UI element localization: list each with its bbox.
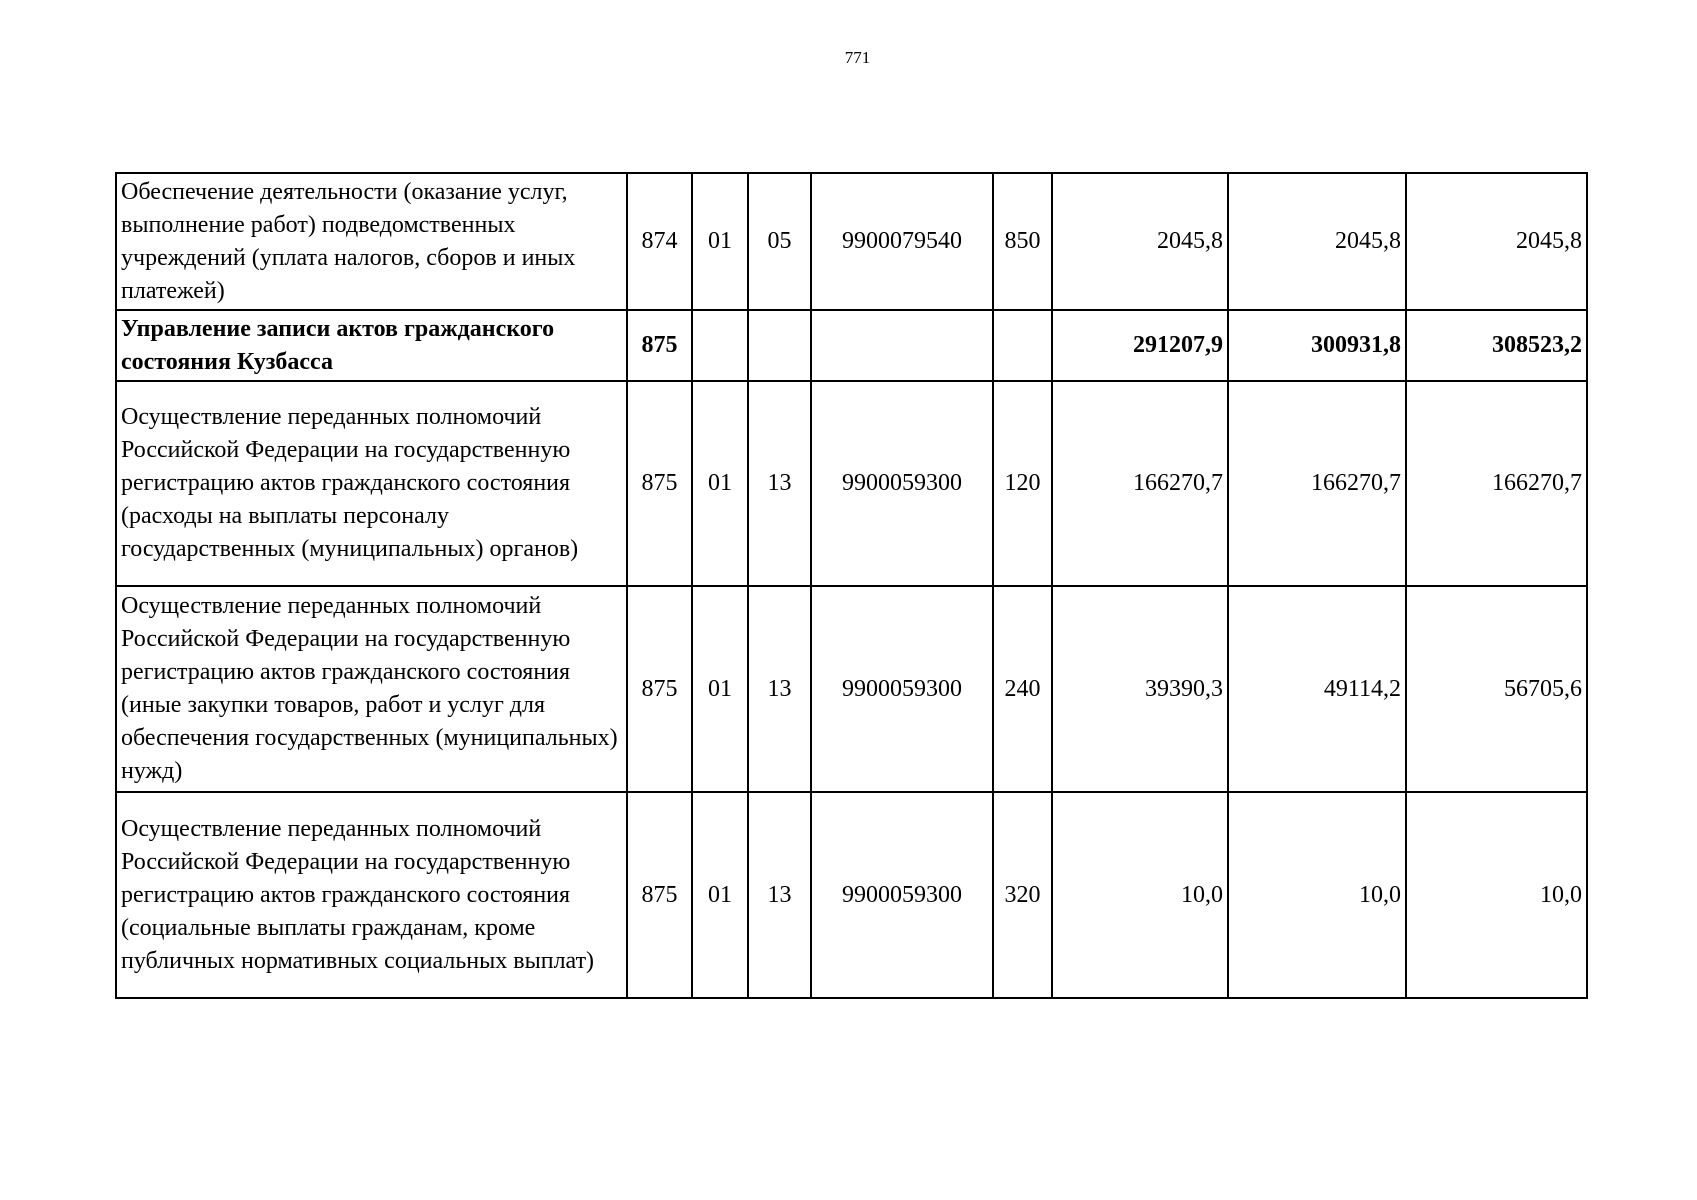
sum-year-1: 2045,8	[1052, 173, 1228, 310]
subsection-code	[748, 310, 811, 381]
subsection-code: 13	[748, 586, 811, 792]
section-code: 01	[692, 586, 748, 792]
target-article-code: 9900079540	[811, 173, 993, 310]
row-name: Управление записи актов гражданского состояния Кузбасса	[116, 310, 627, 381]
expense-type-code: 240	[993, 586, 1052, 792]
ministry-code: 875	[627, 792, 692, 998]
budget-table	[115, 172, 1588, 999]
subsection-code: 13	[748, 381, 811, 586]
sum-year-2: 2045,8	[1228, 173, 1406, 310]
expense-type-code	[993, 310, 1052, 381]
subsection-code: 13	[748, 792, 811, 998]
target-article-code: 9900059300	[811, 381, 993, 586]
ministry-code: 875	[627, 586, 692, 792]
expense-type-code: 320	[993, 792, 1052, 998]
sum-year-1: 291207,9	[1052, 310, 1228, 381]
row-name: Осуществление переданных полномочий Российской Федерации на государственную регистрацию актов гражданского состояния (иные закупки товаров, работ и услуг для обеспечения государственных (муниципальных) нужд)	[116, 586, 627, 792]
sum-year-3: 2045,8	[1406, 173, 1587, 310]
sum-year-3: 10,0	[1406, 792, 1587, 998]
expense-type-code: 850	[993, 173, 1052, 310]
sum-year-2: 166270,7	[1228, 381, 1406, 586]
table-row	[116, 381, 1587, 586]
row-name: Осуществление переданных полномочий Российской Федерации на государственную регистрацию актов гражданского состояния (расходы на выплаты персоналу государственных (муниципальных) органов)	[116, 381, 627, 586]
sum-year-1: 39390,3	[1052, 586, 1228, 792]
sum-year-3: 166270,7	[1406, 381, 1587, 586]
target-article-code: 9900059300	[811, 586, 993, 792]
sum-year-2: 49114,2	[1228, 586, 1406, 792]
table-row	[116, 310, 1587, 381]
table-row	[116, 792, 1587, 998]
sum-year-2: 300931,8	[1228, 310, 1406, 381]
ministry-code: 874	[627, 173, 692, 310]
expense-type-code: 120	[993, 381, 1052, 586]
table-row	[116, 173, 1587, 310]
section-code: 01	[692, 173, 748, 310]
sum-year-1: 166270,7	[1052, 381, 1228, 586]
row-name: Осуществление переданных полномочий Российской Федерации на государственную регистрацию актов гражданского состояния (социальные выплаты гражданам, кроме публичных нормативных социальных выплат)	[116, 792, 627, 998]
ministry-code: 875	[627, 381, 692, 586]
row-name: Обеспечение деятельности (оказание услуг, выполнение работ) подведомственных учреждений (уплата налогов, сборов и иных платежей)	[116, 173, 627, 310]
sum-year-2: 10,0	[1228, 792, 1406, 998]
sum-year-3: 308523,2	[1406, 310, 1587, 381]
section-code: 01	[692, 792, 748, 998]
target-article-code	[811, 310, 993, 381]
subsection-code: 05	[748, 173, 811, 310]
sum-year-1: 10,0	[1052, 792, 1228, 998]
section-code: 01	[692, 381, 748, 586]
section-code	[692, 310, 748, 381]
target-article-code: 9900059300	[811, 792, 993, 998]
page-number: 771	[844, 48, 871, 67]
ministry-code: 875	[627, 310, 692, 381]
table-row	[116, 586, 1587, 792]
sum-year-3: 56705,6	[1406, 586, 1587, 792]
